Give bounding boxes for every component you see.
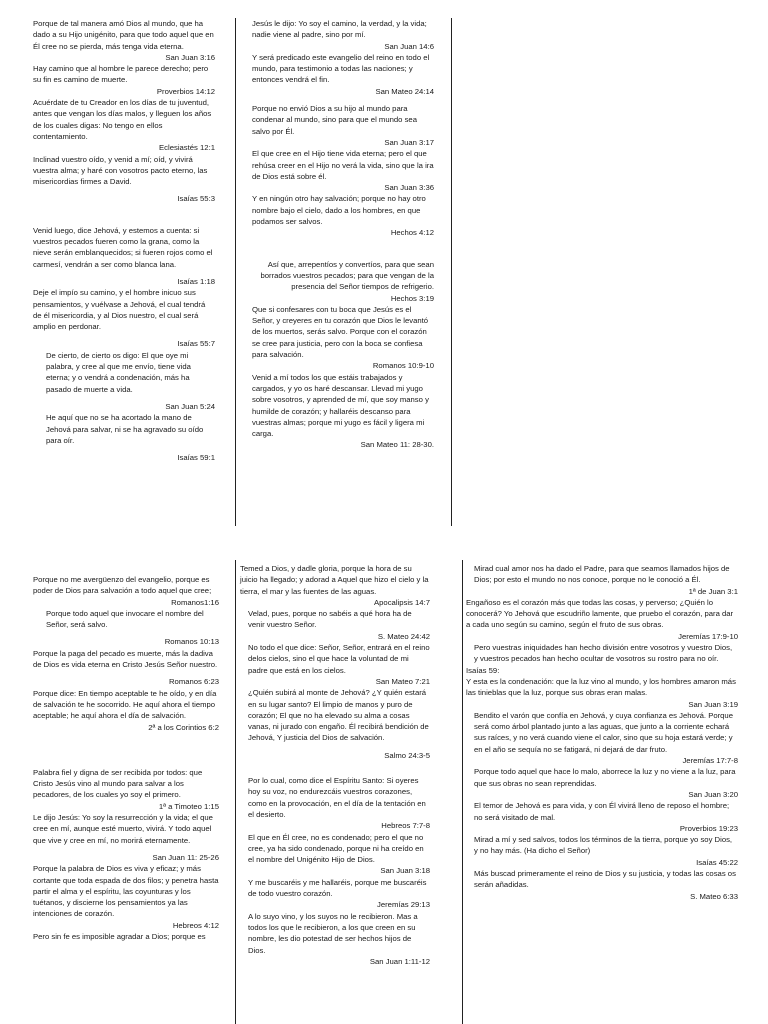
verse-reference: Romanos 10:13 [164,637,219,647]
verse-text: Porque todo aquel que hace lo malo, aborrece la luz y no viene a la luz, para que sus obras no sean reprendidas. [474,767,736,788]
verse-text: Engañoso es el corazón más que todas las cosas, y perverso; ¿Quién lo conocerá? Yo Jehová que escudriño lamente, que pruebo el corazón, para dar a cada uno según su camino, según el fruto de sus obras. [466,597,734,630]
top-right-column [252,18,434,451]
verse-text: Inclinad vuestro oído, y venid a mí; oíd, y vivirá vuestra alma; y haré con vosotros pacto eterno, las misericordias firmes a David. [33,154,208,187]
verse-reference: Isaías 59: [466,665,500,675]
column-divider-bottom-left [235,560,236,1024]
verse-reference: San Juan 3:18 [380,866,430,876]
verse-reference: S. Mateo 6:33 [690,891,738,901]
verse-reference: San Juan 5:24 [165,401,215,411]
verse-reference: Isaías 59:1 [177,453,215,463]
verse-reference: Romanos 10:9-10 [372,361,434,371]
verse-text: Y será predicado este evangelio del reino en todo el mundo, para testimonio a todas las naciones; y entonces vendrá el fin. [252,52,430,85]
verse-reference: San Mateo 7:21 [375,676,430,686]
verse-reference: Salmo 24:3-5 [384,750,430,760]
verse-reference: San Juan 3:17 [384,137,434,147]
verse-reference: San Juan 3:19 [688,699,738,709]
verse-reference: San Mateo 24:14 [375,86,434,96]
verse-reference: Isaías 1:18 [177,276,215,286]
verse-text: Mirad a mí y sed salvos, todos los términos de la tierra, porque yo soy Dios, y no hay más. (Ha dicho el Señor) [474,835,733,856]
verse-text: El que en Él cree, no es condenado; pero el que no cree, ya ha sido condenado, porque ni ha creído en el nombre del Unigénito Hijo de Dios. [248,832,424,865]
verse-text: Palabra fiel y digna de ser recibida por todos: que Cristo Jesús vino al mundo para salvar a los pecadores, de los cuales yo soy el primero. [33,767,203,800]
verse-text: Jesús le dijo: Yo soy el camino, la verdad, y la vida; nadie viene al padre, sino por mí. [252,19,427,40]
verse-reference: Apocalipsis 14:7 [374,597,430,607]
verse-reference: San Juan 3:20 [688,789,738,799]
verse-reference: Romanos 6:23 [169,677,219,687]
verse-reference: Isaías 55:7 [177,339,215,349]
bottom-left-column [33,574,219,942]
verse-text: Porque no envió Dios a su hijo al mundo para condenar al mundo, sino para que el mundo sea salvo por Él. [252,104,417,136]
verse-reference: Hebreos 4:12 [172,920,219,930]
verse-text: Porque no me avergüenzo del evangelio, porque es poder de Dios para salvación a todo aquel que cree; [33,575,212,596]
verse-text: Por lo cual, como dice el Espíritu Santo: Si oyeres hoy su voz, no endurezcáis vuestros corazones, como en la provocación, en el día de la tentación en el desierto. [248,776,426,819]
verse-text: Y me buscaréis y me hallaréis, porque me buscaréis de todo vuestro corazón. [248,877,427,899]
verse-reference: Jeremías 29:13 [377,900,430,910]
bottom-right-column [466,563,738,902]
verse-reference: San Juan 1:11-12 [369,956,430,966]
verse-text: Así que, arrepentíos y convertíos, para que sean borrados vuestros pecados; para que vengan de la presencia del Señor tiempos de refrigerio. [260,259,434,292]
verse-text: Y esta es la condenación: que la luz vino al mundo, y los hombres amaron más las tinieblas que la luz, porque sus obras eran malas. [466,676,736,698]
verse-text: De cierto, de cierto os digo: El que oye mi palabra, y cree al que me envío, tiene vida eterna; y o vendrá a condenación, más ha pasado de muerte a vida. [46,350,191,394]
verse-text: Venid a mí todos los que estáis trabajados y cargados, y yo os haré descansar. Llevad mi yugo sobre vosotros, y aprended de mí, que soy manso y humilde de corazón; y hallaréis descanso para vuestras almas; porque mi yugo es fácil y ligera mi carga. [252,372,429,439]
verse-text: Pero vuestras iniquidades han hecho división entre vosotros y vuestro Dios, y vuestros pecados han hecho ocultar de vosotros su rostro para no oír. [474,643,733,664]
verse-reference: Jeremías 17:9-10 [678,631,738,641]
column-divider-top-right [451,18,452,526]
verse-reference: San Juan 3:36 [384,183,434,193]
verse-text: No todo el que dice: Señor, Señor, entrará en el reino delos cielos, sino el que hace la voluntad de mi padre que está en los cielos. [248,643,430,675]
verse-reference: Romanos1:16 [171,597,219,607]
verse-text: Acuérdate de tu Creador en los días de tu juventud, antes que vengan los días malos, y lleguen los años de los cuales digas: No tengo en ellos contentamiento. [33,98,212,141]
top-left-column [33,18,215,463]
verse-reference: 2ª a los Corintios 6:2 [148,722,219,732]
verse-reference: Hechos 4:12 [390,228,434,238]
verse-reference: Isaías 55:3 [177,194,215,204]
verse-text: ¿Quién subirá al monte de Jehová? ¿Y quién estará en su lugar santo? El limpio de manos y puro de corazón; El que no ha elevado su alma a cosas vanas, ni jurado con engaño. Él recibirá bendición de Jehová, Y justicia del Dios de salvación. [248,688,429,743]
verse-text: A lo suyo vino, y los suyos no le recibieron. Mas a todos los que le recibieron, a los que creen en su nombre, les dio potestad de ser hechos hijos de Dios. [248,911,418,955]
verse-reference: San Mateo 11: 28-30. [360,440,434,450]
verse-reference: Eclesiastés 12:1 [159,143,215,153]
verse-text: Velad, pues, porque no sabéis a qué hora ha de venir vuestro Señor. [248,609,412,630]
verse-reference: Proverbios 19:23 [679,823,738,833]
verse-text: Porque la paga del pecado es muerte, más la dadiva de Dios es vida eterna en Cristo Jesús Señor nuestro. [33,648,218,670]
verse-text: Temed a Dios, y dadle gloria, porque la hora de su juicio ha llegado; y adorad a Aquel que hizo el cielo y la tierra, el mar y las fuentes de las aguas. [240,564,429,596]
verse-text: Porque la palabra de Dios es viva y eficaz; y más cortante que toda espada de dos filos; y penetra hasta partir el alma y el espíritu, las coyunturas y los tuétanos, y discierne los pensamientos ya las intenciones de corazón. [33,864,219,919]
verse-text: Porque de tal manera amó Dios al mundo, que ha dado a su Hijo unigénito, para que todo aquel que en Él cree no se pierda, más tenga vida eterna. [33,19,214,51]
verse-text: Porque todo aquel que invocare el nombre del Señor, será salvo. [46,608,204,630]
verse-reference: Isaías 45:22 [696,857,738,867]
verse-reference: 1ª a Timoteo 1:15 [158,801,219,811]
verse-text: Más buscad primeramente el reino de Dios y su justicia, y todas las cosas os serán añadidas. [474,869,736,890]
bottom-middle-column [240,563,430,967]
verse-text: Porque dice: En tiempo aceptable te he oído, y en día de salvación te he socorrido. He aquí ahora el tiempo aceptable; he aquí ahora el día de salvación. [33,688,217,721]
verse-reference: San Juan 3:16 [165,52,215,62]
verse-reference: Proverbios 14:12 [156,86,215,96]
verse-reference: 1ª de Juan 3:1 [688,586,738,596]
verse-reference: Hebreos 7:7-8 [381,821,430,831]
verse-text: Hay camino que al hombre le parece derecho; pero su fin es camino de muerte. [33,64,209,85]
verse-text: Venid luego, dice Jehová, y estemos a cuenta: si vuestros pecados fueren como la grana, como la nieve serán emblanquecidos; si fueren rojos como el carmesí, vendrán a ser como blanca lana. [33,225,213,269]
verse-reference: Jeremías 17:7-8 [682,756,738,766]
verse-text: Pero sin fe es imposible agradar a Dios; porque es [33,932,206,942]
verse-text: Deje el impío su camino, y el hombre inicuo sus pensamientos, y vuélvase a Jehová, el cual tendrá de él misericordia, y al Dios nuestro, el cual será amplio en perdonar. [33,288,206,332]
column-divider-top-left [235,18,236,526]
verse-text: Le dijo Jesús: Yo soy la resurrección y la vida; el que cree en mí, aunque esté muerto, vivirá. Y todo aquel que vive y cree en mí, no morirá eternamente. [33,813,213,845]
verse-reference: San Juan 14:6 [384,41,434,51]
verse-reference: S. Mateo 24:42 [377,631,430,641]
verse-reference: San Juan 11: 25-26 [152,852,219,862]
verse-text: He aquí que no se ha acortado la mano de Jehová para salvar, ni se ha agravado su oído para oír. [46,413,204,445]
verse-text: Y en ningún otro hay salvación; porque no hay otro nombre bajo el cielo, dado a los hombres, en que podamos ser salvos. [252,194,426,227]
verse-text: El que cree en el Hijo tiene vida eterna; pero el que rehúsa creer en el Hijo no verá la vida, sino que la ira de Dios está sobre él. [252,149,434,181]
verse-reference: Hechos 3:19 [390,293,434,303]
verse-text: Que si confesares con tu boca que Jesús es el Señor, y creyeres en tu corazón que Dios le levantó de los muertos, serás salvo. Porque con el corazón se cree para justicia, pero con la boca se confiesa para salvación. [252,304,429,360]
verse-text: Bendito el varón que confía en Jehová, y cuya confianza es Jehová. Porque será como árbol plantado junto a las aguas, que junto a la corriente echará sus raíces, y no verá cuando viene el calor, sino que su hoja estará verde; y en el año se sequía no se fatigará, ni dejará de dar fruto. [474,710,733,754]
column-divider-bottom-right [462,560,463,1024]
verse-text: El temor de Jehová es para vida, y con Él vivirá lleno de reposo el hombre; no será visitado de mal. [474,801,730,822]
verse-text: Mirad cual amor nos ha dado el Padre, para que seamos llamados hijos de Dios; por esto el mundo no nos conoce, porque no le conoció a Él. [474,564,730,585]
